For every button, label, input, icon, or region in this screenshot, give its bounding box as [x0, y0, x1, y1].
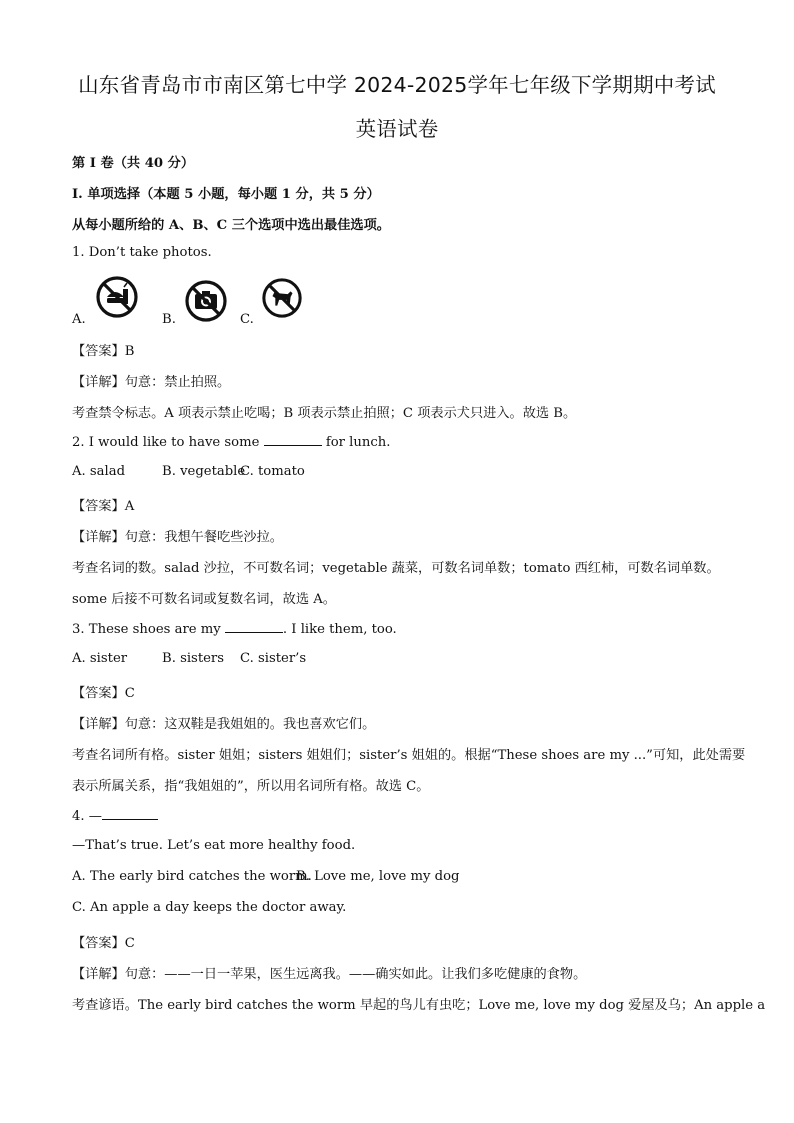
exam-title: 山东省青岛市市南区第七中学 2024-2025学年七年级下学期期中考试: [78, 73, 716, 97]
q1-option-b-label: B.: [162, 312, 176, 327]
q1-stem: 1. Don’t take photos.: [72, 245, 212, 260]
q3-stem-post: . I like them, too.: [282, 622, 397, 637]
q2-detail: 【详解】句意：我想午餐吃些沙拉。: [72, 530, 283, 545]
no-camera-icon: [184, 279, 228, 323]
q2-option-b: B. vegetable: [162, 464, 246, 479]
no-dogs-icon: [261, 277, 303, 319]
q4-option-c: C. An apple a day keeps the doctor away.: [72, 900, 347, 915]
q2-option-c: C. tomato: [240, 464, 305, 479]
q2-answer-blank: [264, 433, 322, 446]
q4-stem: [72, 807, 158, 824]
q2-analysis-2: some 后接不可数名词或复数名词，故选 A。: [72, 592, 336, 607]
q2-stem-post: for lunch.: [325, 435, 391, 450]
q2-stem: [72, 433, 390, 450]
volume-heading: 第 I 卷（共 40 分）: [72, 156, 195, 171]
q4-option-b: B. Love me, love my dog: [296, 869, 460, 884]
q3-stem: [72, 620, 397, 637]
q3-answer: 【答案】C: [72, 686, 135, 701]
q4-option-a: A. The early bird catches the worm.: [72, 869, 312, 884]
q4-options-ab: [72, 869, 460, 884]
q1-analysis: 考查禁令标志。A 项表示禁止吃喝；B 项表示禁止拍照；C 项表示犬只进入。故选 B。: [72, 406, 577, 421]
q2-options: [72, 464, 305, 479]
q2-stem-pre: 2. I would like to have some: [72, 435, 260, 450]
q2-analysis-1: 考查名词的数。salad 沙拉，不可数名词；vegetable 蔬菜，可数名词单数；tomato 西红柿，可数名词单数。: [72, 561, 720, 576]
q3-options: [72, 651, 306, 666]
q4-reply: —That’s true. Let’s eat more healthy food.: [72, 838, 356, 853]
q4-stem-text: 4. —: [72, 809, 102, 824]
q1-option-a-label: A.: [72, 312, 86, 327]
q1-detail: 【详解】句意：禁止拍照。: [72, 375, 231, 390]
part-heading: I. 单项选择（本题 5 小题，每小题 1 分，共 5 分）: [72, 187, 380, 202]
q3-answer-blank: [225, 620, 283, 633]
exam-subtitle: 英语试卷: [355, 117, 439, 141]
q4-answer-blank: [102, 807, 158, 820]
no-eating-drinking-icon: [95, 275, 139, 319]
q3-detail: 【详解】句意：这双鞋是我姐姐的。我也喜欢它们。: [72, 717, 376, 732]
q3-option-b: B. sisters: [162, 651, 225, 666]
q2-option-a: A. salad: [72, 464, 126, 479]
q3-analysis-1: 考查名词所有格。sister 姐姐；sisters 姐姐们；sister’s 姐姐的。根据“These shoes are my ...”可知，此处需要: [72, 748, 746, 763]
q4-detail: 【详解】句意：——一日一苹果，医生远离我。——确实如此。让我们多吃健康的食物。: [72, 967, 587, 982]
q1-option-c-label: C.: [240, 312, 254, 327]
q3-option-c: C. sister’s: [240, 651, 307, 666]
q2-answer: 【答案】A: [72, 499, 135, 514]
q4-answer: 【答案】C: [72, 936, 135, 951]
q4-analysis: 考查谚语。The early bird catches the worm 早起的鸟儿有虫吃；Love me, love my dog 爱屋及乌；An apple a: [72, 998, 766, 1013]
q3-option-a: A. sister: [72, 651, 128, 666]
q3-stem-pre: 3. These shoes are my: [72, 622, 221, 637]
q3-analysis-2: 表示所属关系，指“我姐姐的”，所以用名词所有格。故选 C。: [72, 779, 430, 794]
q1-answer: 【答案】B: [72, 344, 135, 359]
instruction-text: 从每小题所给的 A、B、C 三个选项中选出最佳选项。: [72, 218, 390, 233]
